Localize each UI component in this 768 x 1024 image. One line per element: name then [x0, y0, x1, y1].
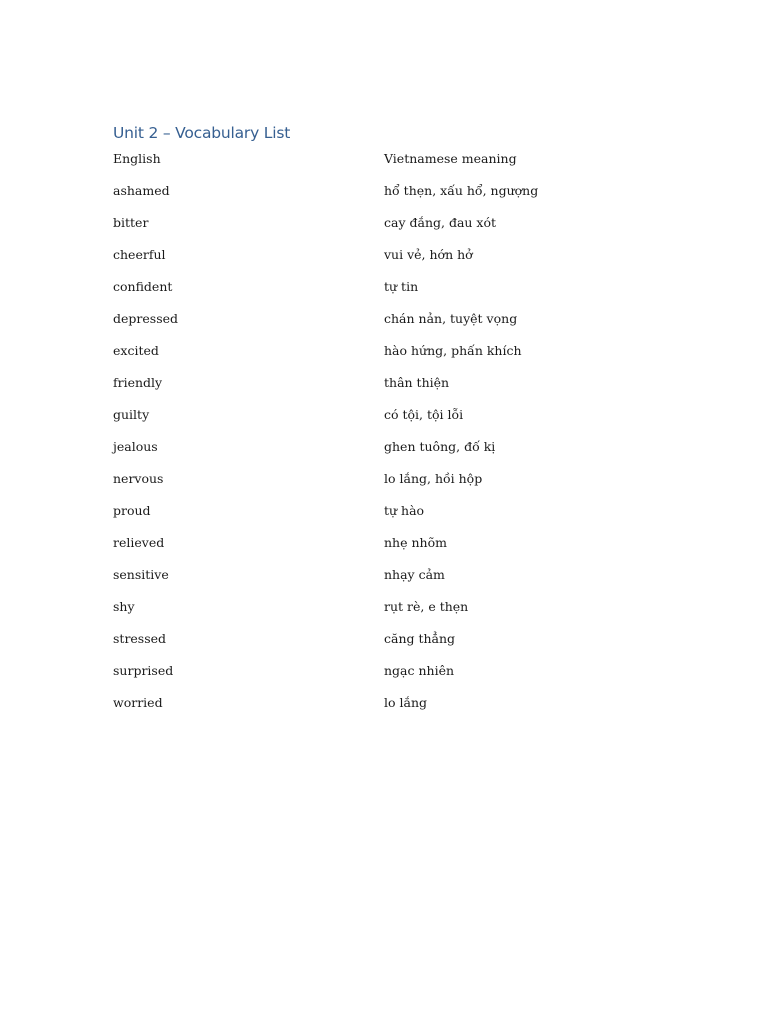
table-row — [113, 174, 673, 206]
english-word: friendly — [113, 374, 163, 390]
table-row — [113, 558, 673, 590]
vietnamese-meaning: ghen tuông, đố kị — [384, 438, 496, 454]
english-word: cheerful — [113, 246, 166, 262]
english-word: relieved — [113, 534, 165, 550]
vietnamese-meaning: thân thiện — [384, 374, 450, 390]
vietnamese-meaning: lo lắng — [384, 694, 427, 710]
vietnamese-meaning: cay đắng, đau xót — [384, 214, 497, 230]
vietnamese-meaning: nhẹ nhõm — [384, 534, 447, 550]
english-word: stressed — [113, 630, 167, 646]
table-row — [113, 302, 673, 334]
english-word: depressed — [113, 310, 179, 326]
table-header-row — [113, 142, 673, 174]
english-word: confident — [113, 278, 173, 294]
vietnamese-meaning: vui vẻ, hớn hở — [384, 246, 473, 262]
header-english: English — [113, 150, 161, 166]
english-word: jealous — [113, 438, 158, 454]
table-row — [113, 238, 673, 270]
vietnamese-meaning: tự tin — [384, 278, 419, 294]
english-word: nervous — [113, 470, 164, 486]
english-word: guilty — [113, 406, 150, 422]
vietnamese-meaning: tự hào — [384, 502, 425, 518]
english-word: surprised — [113, 662, 174, 678]
table-body — [113, 174, 673, 718]
table-row — [113, 398, 673, 430]
vietnamese-meaning: lo lắng, hồi hộp — [384, 470, 483, 486]
vietnamese-meaning: căng thẳng — [384, 630, 456, 646]
english-word: shy — [113, 598, 135, 614]
header-vietnamese: Vietnamese meaning — [384, 150, 517, 166]
page-title: Unit 2 – Vocabulary List — [113, 124, 291, 142]
english-word: ashamed — [113, 182, 170, 198]
table-row — [113, 686, 673, 718]
table-row — [113, 430, 673, 462]
table-row — [113, 622, 673, 654]
table-row — [113, 590, 673, 622]
table-row — [113, 334, 673, 366]
english-word: proud — [113, 502, 151, 518]
table-row — [113, 462, 673, 494]
english-word: bitter — [113, 214, 149, 230]
vocabulary-table — [113, 142, 673, 718]
table-row — [113, 270, 673, 302]
vietnamese-meaning: ngạc nhiên — [384, 662, 455, 678]
vietnamese-meaning: có tội, tội lỗi — [384, 406, 464, 422]
table-row — [113, 206, 673, 238]
vietnamese-meaning: rụt rè, e thẹn — [384, 598, 469, 614]
english-word: excited — [113, 342, 159, 358]
vietnamese-meaning: nhạy cảm — [384, 566, 445, 582]
vietnamese-meaning: chán nản, tuyệt vọng — [384, 310, 518, 326]
table-row — [113, 526, 673, 558]
table-row — [113, 494, 673, 526]
table-row — [113, 654, 673, 686]
english-word: sensitive — [113, 566, 169, 582]
vietnamese-meaning: hào hứng, phấn khích — [384, 342, 522, 358]
vietnamese-meaning: hổ thẹn, xấu hổ, ngượng — [384, 182, 539, 198]
table-row — [113, 366, 673, 398]
english-word: worried — [113, 694, 163, 710]
